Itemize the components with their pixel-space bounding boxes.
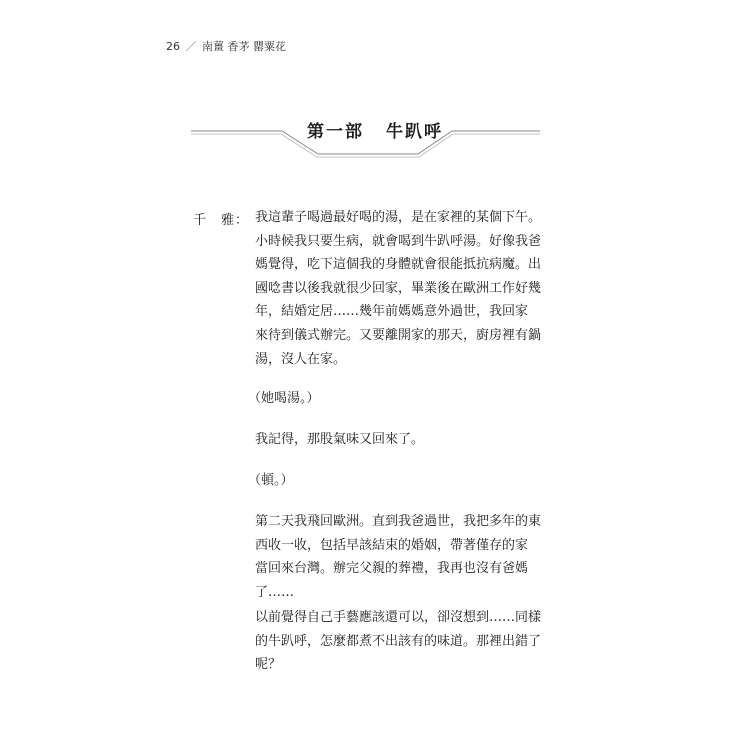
stage-direction-text: （她喝湯。） — [248, 391, 320, 406]
speaker-colon: ： — [235, 213, 250, 228]
stage-direction-1 — [248, 387, 320, 411]
text-line: 了…… — [255, 584, 295, 600]
paragraph-4 — [255, 606, 541, 677]
text-line: 以前覺得自己手藝應該還可以，卻沒想到……同樣 — [255, 610, 542, 625]
text-line: 來待到儀式辦完。又要離開家的那天，廚房裡有鍋 — [255, 327, 542, 343]
book-title: 南薑 香茅 罌粟花 — [202, 40, 286, 53]
text-line: 年，結婚定居……幾年前媽媽意外過世，我回家 — [255, 304, 529, 320]
text-line: 國唸書以後我就很少回家，畢業後在歐洲工作好幾 — [255, 280, 542, 296]
stage-direction-2 — [248, 469, 294, 493]
header-separator: ／ — [185, 40, 197, 53]
speaker-name-second: 雅 — [221, 213, 236, 228]
text-line: 我記得，那股氣味又回來了。 — [255, 432, 425, 447]
paragraph-3 — [255, 510, 541, 604]
text-line: 我這輩子喝過最好喝的湯，是在家裡的某個下午。 — [255, 210, 542, 225]
stage-direction-text: （頓。） — [248, 473, 294, 488]
speaker-name-first: 千 — [193, 213, 208, 228]
speaker-label — [193, 209, 249, 228]
text-line: 的牛趴呼，怎麼都煮不出該有的味道。那裡出錯了 — [255, 633, 542, 649]
text-line: 小時候我只要生病，就會喝到牛趴呼湯。好像我爸 — [255, 233, 542, 249]
text-line: 第二天我飛回歐洲。直到我爸過世，我把多年的東 — [255, 514, 542, 529]
text-line: 西收一收，包括早該結束的婚姻，帶著僅存的家 — [255, 537, 529, 553]
page-number: 26 — [166, 40, 180, 53]
paragraph-1 — [255, 206, 541, 371]
text-line: 媽覺得，吃下這個我的身體就會很能抵抗病魔。出 — [255, 257, 542, 273]
paragraph-2 — [255, 428, 424, 452]
text-line: 湯，沒人在家。 — [255, 351, 347, 367]
chapter-ornament — [0, 0, 750, 200]
text-line: 當回來台灣。辦完父親的葬禮，我再也沒有爸媽 — [255, 561, 529, 577]
chapter-name: 牛趴呼 — [386, 122, 443, 142]
chapter-title — [0, 117, 750, 142]
chapter-part: 第一部 — [307, 122, 364, 142]
text-line: 呢？ — [255, 657, 282, 673]
